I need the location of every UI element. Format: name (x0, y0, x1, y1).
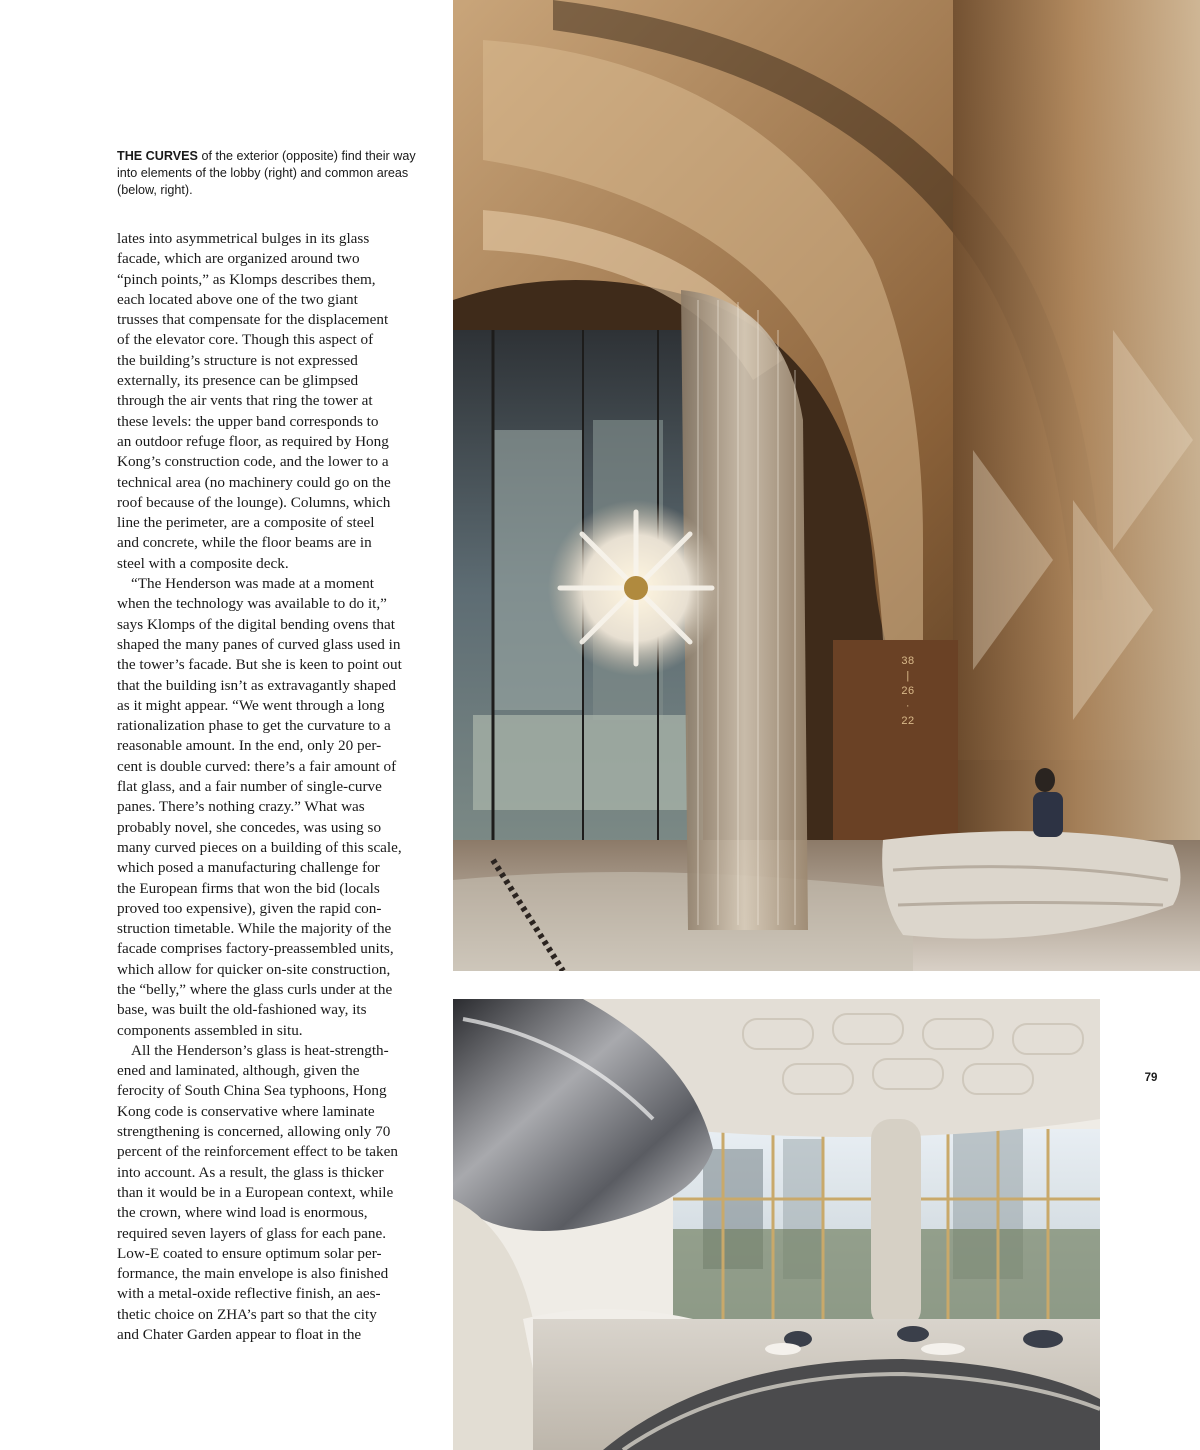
body-line: many curved pieces on a building of this scale, (117, 838, 402, 856)
lounge-photo (453, 999, 1100, 1450)
body-line: facade comprises factory-preassembled units, (117, 940, 394, 958)
body-line: base, was built the old-fashioned way, its (117, 1001, 367, 1019)
body-line: the European firms that won the bid (locals (117, 879, 380, 897)
body-line: externally, its presence can be glimpsed (117, 372, 359, 390)
body-line: panes. There’s nothing crazy.” What was (117, 798, 365, 816)
body-line: technical area (no machinery could go on the (117, 473, 391, 491)
body-line: these levels: the upper band corresponds to (117, 412, 379, 430)
body-line: facade, which are organized around two (117, 250, 360, 268)
body-line: line the perimeter, are a composite of steel (117, 514, 375, 532)
body-line: thetic choice on ZHA’s part so that the city (117, 1305, 377, 1323)
body-line: with a metal-oxide reflective finish, an aes- (117, 1285, 381, 1303)
body-line: steel with a composite deck. (117, 554, 289, 572)
body-line: when the technology was available to do it,” (117, 595, 387, 613)
page-number: 79 (1144, 1072, 1158, 1084)
body-line: components assembled in situ. (117, 1021, 303, 1039)
body-line: Low-E coated to ensure optimum solar per- (117, 1244, 382, 1262)
body-line: and Chater Garden appear to float in the (117, 1326, 362, 1344)
body-line: which allow for quicker on-site construction, (117, 960, 391, 978)
lift-sign-22: 22 (901, 715, 915, 727)
body-line: proved too expensive), given the rapid con- (117, 899, 382, 917)
body-line: formance, the main envelope is also finished (117, 1265, 389, 1283)
body-line: struction timetable. While the majority of the (117, 920, 392, 938)
body-line: probably novel, she concedes, was using so (117, 818, 382, 836)
body-line: All the Henderson’s glass is heat-strength- (131, 1041, 389, 1059)
body-line: cent is double curved: there’s a fair amount of (117, 757, 397, 775)
lift-sign-38: 38 (901, 655, 915, 667)
body-line: ferocity of South China Sea typhoons, Hong (117, 1082, 387, 1100)
photo-caption (117, 148, 417, 199)
body-line: says Klomps of the digital bending ovens that (117, 615, 395, 633)
body-line: required seven layers of glass for each pane. (117, 1224, 387, 1242)
body-line: than it would be in a European context, while (117, 1183, 394, 1201)
body-line: strengthening is concerned, allowing only 70 (117, 1123, 391, 1141)
body-line: the building’s structure is not expressed (117, 351, 358, 369)
body-line: each located above one of the two giant (117, 290, 358, 308)
body-line: the crown, where wind load is enormous, (117, 1204, 368, 1222)
body-line: “The Henderson was made at a moment (131, 575, 374, 593)
body-line: ened and laminated, although, given the (117, 1062, 360, 1080)
body-line: into account. As a result, the glass is thicker (117, 1163, 384, 1181)
lobby-photo (453, 0, 1200, 971)
body-line: percent of the reinforcement effect to be taken (117, 1143, 398, 1161)
body-line: rationalization phase to get the curvature to a (117, 717, 391, 735)
caption-lead: THE CURVES (117, 149, 198, 163)
body-line: trusses that compensate for the displacement (117, 311, 389, 329)
body-line: the “belly,” where the glass curls under at the (117, 980, 393, 998)
body-line: an outdoor refuge floor, as required by Hong (117, 432, 389, 450)
body-line: flat glass, and a fair number of single-curve (117, 778, 382, 796)
lift-sign-divider: | (906, 670, 910, 682)
body-line: as it might appear. “We went through a long (117, 696, 385, 714)
body-line: of the elevator core. Though this aspect of (117, 331, 374, 349)
body-line: lates into asymmetrical bulges in its glass (117, 230, 370, 247)
body-line: the tower’s facade. But she is keen to point out (117, 656, 402, 674)
body-line: roof because of the lounge). Columns, which (117, 493, 391, 511)
body-line: shaped the many panes of curved glass used in (117, 635, 401, 653)
body-line: which posed a manufacturing challenge for (117, 859, 380, 877)
body-line: through the air vents that ring the tower at (117, 392, 373, 410)
article-body (117, 229, 425, 1345)
body-line: Kong code is conservative where laminate (117, 1102, 375, 1120)
lift-sign-dot: · (905, 700, 911, 712)
lift-floor-sign (893, 654, 923, 729)
body-line: Kong’s construction code, and the lower to a (117, 453, 389, 471)
caption-text: of the exterior (opposite) find their way into elements of the lobby (right) and common areas (below, right). (117, 149, 416, 197)
body-line: reasonable amount. In the end, only 20 per- (117, 737, 382, 755)
body-line: that the building isn’t as extravagantly shaped (117, 676, 396, 694)
lift-sign-26: 26 (901, 685, 915, 697)
body-line: “pinch points,” as Klomps describes them, (117, 270, 376, 288)
body-line: and concrete, while the floor beams are in (117, 534, 372, 552)
